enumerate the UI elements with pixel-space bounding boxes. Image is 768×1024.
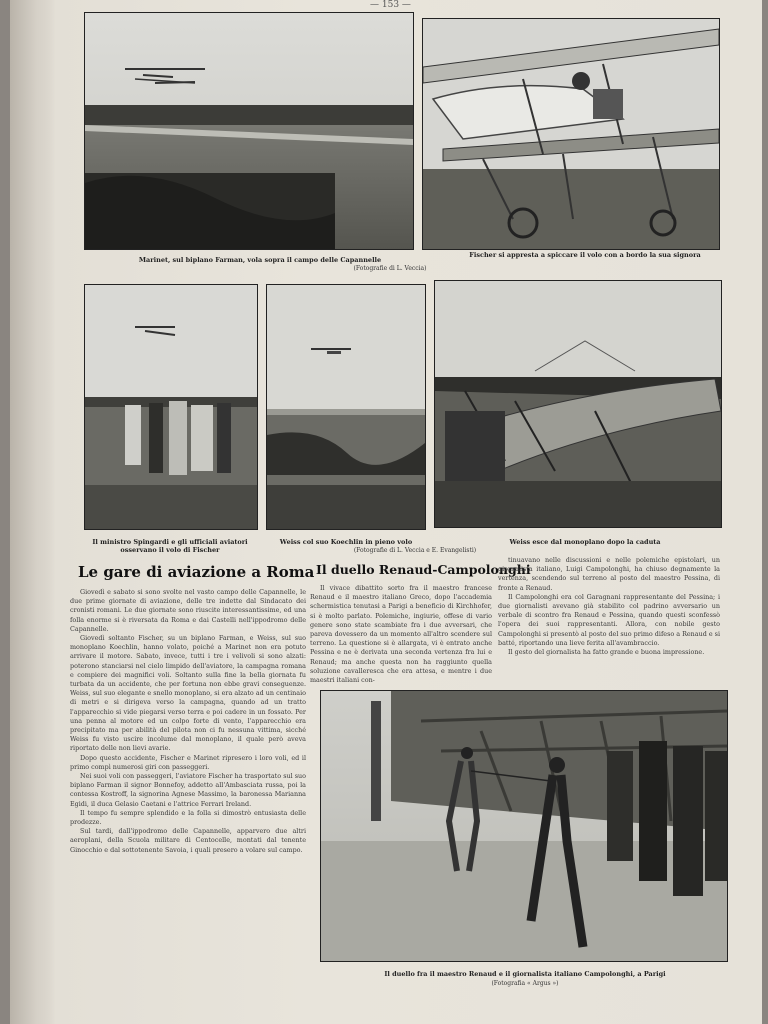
article-aviazione-p1: Giovedì e sabato si sono svolte nel vasto campo delle Capannelle, le due prime giornate di aviazione, delle tre indette dal Sindacato dei cronisti romani. Le due giornate sono riuscite interessantissime, ed una folla enorme si è riversata da Roma e dai Castelli nell'ippodromo delle Capannelle. xyxy=(70,588,306,633)
credit-bottom: (Fotografia « Argus ») xyxy=(491,980,559,987)
photo-minister-spingardi xyxy=(84,284,258,530)
caption-photo-2: Fischer si appresta a spiccare il volo con a bordo la sua signora xyxy=(469,251,701,259)
article-duello-p3: Il Campolonghi era col Garagnani rappresentante del Pessina; i due giornalisti avevano già stabilito col padrino avversario un verbale di scontro fra Renaud e Pessina, quando questi sconfessò l'opera dei suoi rappresentanti. Allora, con nobile gesto Campolonghi si presentò al posto del suo primo difeso a Renaud e si batté, riportando una lieve ferita all'avambraccio. xyxy=(498,592,720,647)
headline-duello: Il duello Renaud-Campolonghi xyxy=(316,562,531,577)
headline-aviazione: Le gare di aviazione a Roma xyxy=(78,563,315,581)
caption-photo-5: Weiss esce dal monoplano dopo la caduta xyxy=(509,538,661,546)
photo-fischer-biplane xyxy=(422,18,720,250)
article-aviazione xyxy=(70,588,306,1008)
article-aviazione-p2: Giovedì soltanto Fischer, su un biplano Farman, e Weiss, sul suo monoplano Koechlin, hanno volato, poiché a Marinet non era potuto arrivare il motore. Sabato, invece, tutti i tre i velivoli si sono alzati: poterono stanciarsi nel cielo limpido dell'aviatore, la campagna romana e compiere dei magnifici voli. Soltanto sulla fine la bella giornata fu turbata da un accidente, che per fortuna non ebbe gravi conseguenze. Weiss, sul suo elegante e snello monoplano, si era alzato ad un centinaio di metri e si dirigeva verso la campagna, quando ad un tratto l'apparecchio si vide piegarsi verso terra e poi cadere in un fossato. Per una penna al motore ed un colpo forte di vento, l'apparecchio era precipitato ma per abilità del pilota non ci fu nessuna vittima, sicché Weiss fu visto uscire incolume dal monoplano, il quale però aveva riportato delle non lievi avarie. xyxy=(70,634,306,753)
article-aviazione-p3: Dopo questo accidente, Fischer e Marinet ripresero i loro voli, ed il primo compì numerosi giri con passeggeri. xyxy=(70,753,306,771)
article-duello-col1 xyxy=(310,584,492,684)
photo-weiss-koechlin xyxy=(266,284,426,530)
photo-duel-renaud-campolonghi xyxy=(320,690,728,962)
article-duello-p4: Il gesto del giornalista ha fatto grande e buona impressione. xyxy=(508,648,705,657)
page-spine-shadow xyxy=(10,0,56,1024)
article-duello-p2: tinuavano nelle discussioni e nelle polemiche epistolari, un giornalista italiano, Luigi Campolonghi, ha chiuso degnamente la vertenza, scendendo sul terreno al posto del maestro Pessina, di fronte a Renaud. xyxy=(498,556,720,592)
article-duello-p1: Il vivace dibattito sorto fra il maestro francese Renaud e il maestro italiano Greco, dopo l'accademia schermistica tenutasi a Parigi a beneficio di Kirchhofer, si è molto parlato. Polemiche, ingiurie, offese di vario genere sono state scambiate fra i due avversari, che pareva dovessero da un momento all'altro scendere sul terreno. La questione si è allargata, vi è entrato anche Pessina e ne è derivata una seconda vertenza fra lui e Renaud; ma anche questa non ha raggiunto quella soluzione cavalleresca che era attesa, e mentre i due maestri italiani con- xyxy=(310,584,492,684)
caption-photo-1: Marinet, sul biplano Farman, vola sopra il campo delle Capannelle xyxy=(138,256,382,264)
caption-photo-4: Weiss col suo Koechlin in pieno volo xyxy=(279,538,413,546)
credit-top: (Fotografie di L. Veccia) xyxy=(353,265,427,272)
article-aviazione-p5: Il tempo fu sempre splendido e la folla si dimostrò entusiasta delle prodezze. xyxy=(70,808,306,827)
newspaper-page xyxy=(10,0,762,1024)
article-duello-col2 xyxy=(498,556,720,684)
credit-middle: (Fotografie di L. Veccia e E. Evangelisti) xyxy=(353,547,477,554)
photo-weiss-crash xyxy=(434,280,722,528)
article-aviazione-p6: Sul tardi, dall'ippodromo delle Capannelle, apparvero due altri aeroplani, della Scuola militare di Centocelle, montati dal tenente Ginocchio e dal sottotenente Savoia, i quali presero a volare sul campo. xyxy=(70,827,306,854)
caption-photo-3: Il ministro Spingardi e gli ufficiali aviatori osservano il volo di Fischer xyxy=(92,538,248,554)
photo-marinet-biplane xyxy=(84,12,414,250)
caption-duel: Il duello fra il maestro Renaud e il giornalista italiano Campolonghi, a Parigi xyxy=(384,970,666,978)
article-aviazione-p4: Nei suoi voli con passeggeri, l'aviatore Fischer ha trasportato sul suo biplano Farman il signor Bonnefoy, addetto all'Ambasciata russa, poi la contessa Kostroff, la signorina Agnese Massimo, la baronessa Marianna Egidi, il duca Gelasio Caetani e l'attrice Ferrari Ireland. xyxy=(70,772,306,808)
page-number: — 153 — xyxy=(370,0,411,10)
